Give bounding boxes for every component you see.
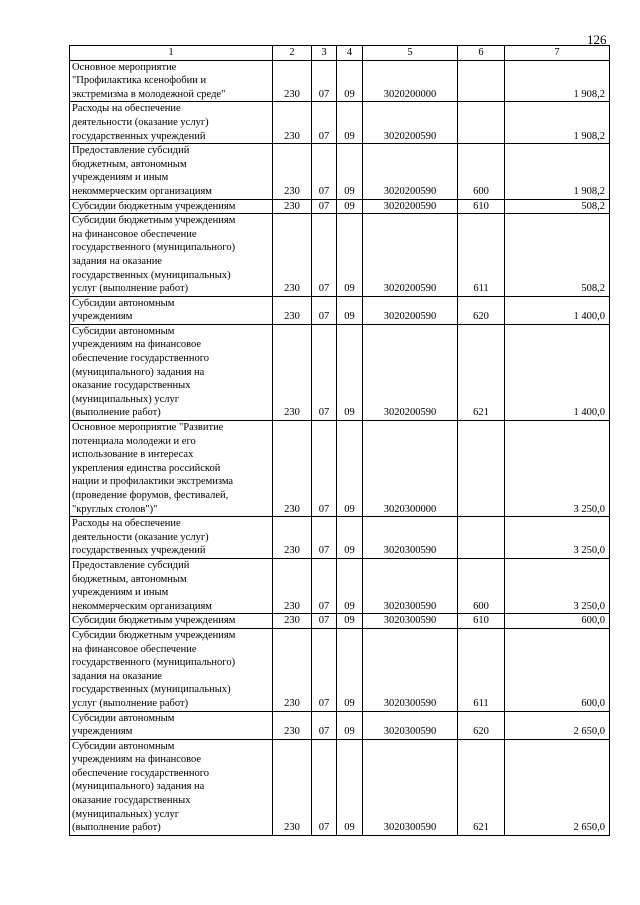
table-row [70,102,610,144]
row-expense-type: 611 [458,214,505,297]
row-code-4: 09 [337,558,363,613]
row-code-2: 230 [273,60,312,102]
row-code-4: 09 [337,324,363,420]
row-code-4: 09 [337,102,363,144]
row-code-3: 07 [312,614,337,629]
row-name: Предоставление субсидий бюджетным, автономным учреждениям и иным некоммерческим организациям [70,144,273,199]
table-row [70,517,610,559]
row-expense-type [458,102,505,144]
row-amount: 3 250,0 [505,421,610,517]
table-row [70,60,610,102]
table-row [70,421,610,517]
row-code-4: 09 [337,711,363,739]
row-name: Основное мероприятие "Профилактика ксенофобии и экстремизма в молодежной среде" [70,60,273,102]
row-expense-type: 610 [458,614,505,629]
row-code-2: 230 [273,144,312,199]
row-code-2: 230 [273,421,312,517]
row-name: Субсидии бюджетным учреждениям [70,199,273,214]
row-code-2: 230 [273,517,312,559]
table-row [70,739,610,835]
row-amount: 1 908,2 [505,60,610,102]
row-code-3: 07 [312,144,337,199]
row-target-code: 3020300590 [363,517,458,559]
row-target-code: 3020200590 [363,199,458,214]
row-target-code: 3020200590 [363,296,458,324]
row-target-code: 3020300590 [363,711,458,739]
row-code-3: 07 [312,421,337,517]
row-expense-type: 611 [458,628,505,711]
row-amount: 1 908,2 [505,144,610,199]
row-expense-type [458,421,505,517]
header-cell: 1 [70,46,273,61]
row-name: Субсидии бюджетным учреждениям на финансовое обеспечение государственного (муниципального) задания на оказание государственных (муниципальных) услуг (выполнение работ) [70,214,273,297]
row-target-code: 3020200590 [363,324,458,420]
table-row [70,324,610,420]
row-amount: 2 650,0 [505,739,610,835]
header-cell: 7 [505,46,610,61]
row-target-code: 3020200590 [363,214,458,297]
row-name: Основное мероприятие "Развитие потенциала молодежи и его использование в интересах укрепления единства российской нации и профилактики экстремизма (проведение форумов, фестивалей, "круглых столов")" [70,421,273,517]
row-amount: 3 250,0 [505,558,610,613]
row-code-3: 07 [312,102,337,144]
row-code-4: 09 [337,199,363,214]
table-row [70,614,610,629]
row-code-2: 230 [273,324,312,420]
budget-table [69,45,610,836]
row-name: Субсидии автономным учреждениям на финансовое обеспечение государственного (муниципального) задания на оказание государственных (муниципальных) услуг (выполнение работ) [70,324,273,420]
row-amount: 508,2 [505,214,610,297]
row-code-3: 07 [312,517,337,559]
row-amount: 1 400,0 [505,296,610,324]
header-cell: 5 [363,46,458,61]
row-target-code: 3020200590 [363,102,458,144]
row-amount: 508,2 [505,199,610,214]
row-code-2: 230 [273,711,312,739]
row-code-2: 230 [273,739,312,835]
row-expense-type: 620 [458,711,505,739]
row-code-2: 230 [273,296,312,324]
table-row [70,144,610,199]
row-expense-type: 620 [458,296,505,324]
row-name: Субсидии бюджетным учреждениям [70,614,273,629]
row-expense-type: 621 [458,739,505,835]
row-amount: 600,0 [505,628,610,711]
header-cell: 3 [312,46,337,61]
row-code-4: 09 [337,614,363,629]
row-code-4: 09 [337,144,363,199]
row-code-2: 230 [273,214,312,297]
table-row [70,199,610,214]
row-code-4: 09 [337,517,363,559]
table-body [70,60,610,835]
row-amount: 1 908,2 [505,102,610,144]
row-target-code: 3020300590 [363,739,458,835]
row-name: Субсидии автономным учреждениям [70,296,273,324]
row-name: Предоставление субсидий бюджетным, автономным учреждениям и иным некоммерческим организациям [70,558,273,613]
row-code-3: 07 [312,558,337,613]
header-cell: 4 [337,46,363,61]
row-expense-type: 621 [458,324,505,420]
row-code-4: 09 [337,628,363,711]
row-code-4: 09 [337,214,363,297]
row-expense-type: 610 [458,199,505,214]
row-name: Расходы на обеспечение деятельности (оказание услуг) государственных учреждений [70,102,273,144]
row-name: Субсидии автономным учреждениям [70,711,273,739]
header-cell: 2 [273,46,312,61]
row-amount: 3 250,0 [505,517,610,559]
row-amount: 1 400,0 [505,324,610,420]
row-code-2: 230 [273,558,312,613]
row-target-code: 3020300590 [363,628,458,711]
row-code-4: 09 [337,739,363,835]
table-row [70,711,610,739]
row-target-code: 3020200000 [363,60,458,102]
row-code-2: 230 [273,614,312,629]
table-row [70,296,610,324]
row-name: Расходы на обеспечение деятельности (оказание услуг) государственных учреждений [70,517,273,559]
row-code-3: 07 [312,711,337,739]
row-code-2: 230 [273,199,312,214]
header-cell: 6 [458,46,505,61]
row-name: Субсидии бюджетным учреждениям на финансовое обеспечение государственного (муниципального) задания на оказание государственных (муниципальных) услуг (выполнение работ) [70,628,273,711]
row-code-2: 230 [273,102,312,144]
row-target-code: 3020300000 [363,421,458,517]
row-name: Субсидии автономным учреждениям на финансовое обеспечение государственного (муниципального) задания на оказание государственных (муниципальных) услуг (выполнение работ) [70,739,273,835]
table-row [70,214,610,297]
row-expense-type: 600 [458,144,505,199]
row-target-code: 3020200590 [363,144,458,199]
row-target-code: 3020300590 [363,614,458,629]
row-code-4: 09 [337,60,363,102]
row-code-3: 07 [312,296,337,324]
page-number: 126 [587,32,607,47]
row-code-3: 07 [312,739,337,835]
row-code-4: 09 [337,296,363,324]
row-expense-type [458,517,505,559]
row-code-3: 07 [312,214,337,297]
row-amount: 600,0 [505,614,610,629]
table-row [70,628,610,711]
row-code-3: 07 [312,628,337,711]
row-code-4: 09 [337,421,363,517]
table-row [70,558,610,613]
table-header-row [70,46,610,61]
row-target-code: 3020300590 [363,558,458,613]
row-expense-type: 600 [458,558,505,613]
row-amount: 2 650,0 [505,711,610,739]
row-code-3: 07 [312,199,337,214]
row-expense-type [458,60,505,102]
row-code-3: 07 [312,324,337,420]
row-code-2: 230 [273,628,312,711]
row-code-3: 07 [312,60,337,102]
